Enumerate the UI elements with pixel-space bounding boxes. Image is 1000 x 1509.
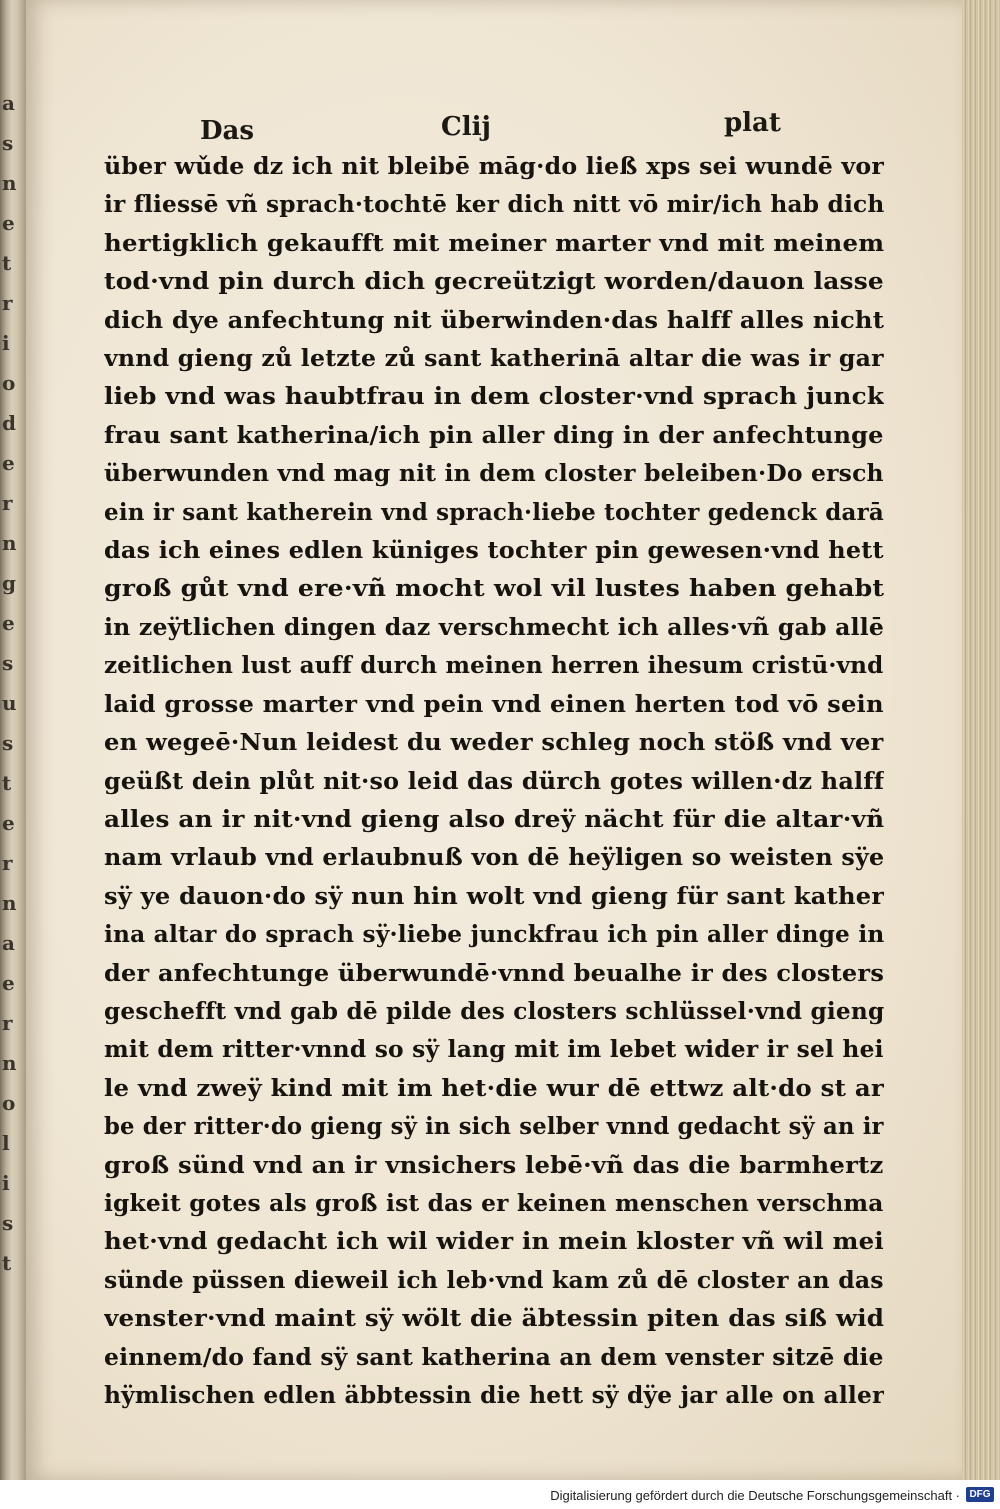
neighbor-fragment: r bbox=[2, 851, 13, 875]
book-page bbox=[26, 0, 962, 1480]
neighbor-fragment: i bbox=[2, 331, 10, 355]
neighbor-fragment: d bbox=[2, 411, 16, 435]
header-right-word: plat bbox=[724, 108, 781, 138]
neighbor-fragment: t bbox=[2, 251, 12, 275]
text-line: ein ir sant katherein vnd sprach·liebe tochter gedenck darā bbox=[104, 498, 884, 526]
text-line: geüßt dein plůt nit·so leid das dürch gotes willen·dz halff bbox=[104, 767, 884, 795]
neighbor-fragment: s bbox=[2, 1211, 14, 1235]
neighbor-fragment: u bbox=[2, 691, 17, 715]
neighbor-fragment: e bbox=[2, 211, 15, 235]
text-line: zeitlichen lust auff durch meinen herren ihesum cristū·vnd bbox=[104, 652, 884, 680]
neighbor-fragment: t bbox=[2, 771, 12, 795]
text-line: vnnd gieng zů letzte zů sant katherinā altar die was ir gar bbox=[104, 345, 884, 373]
neighbor-fragment: e bbox=[2, 611, 15, 635]
text-line: sÿ ye dauon·do sÿ nun hin wolt vnd gieng für sant kather bbox=[104, 882, 884, 910]
text-line: dich dye anfechtung nit überwinden·das halff alles nicht bbox=[104, 306, 884, 334]
header-left-word: Das bbox=[200, 116, 255, 146]
text-line: sünde püssen dieweil ich leb·vnd kam zů dē closter an das bbox=[104, 1266, 884, 1294]
dfg-logo: DFG bbox=[966, 1487, 994, 1502]
text-line: lieb vnd was haubtfrau in dem closter·vnd sprach junck bbox=[104, 383, 884, 411]
neighbor-page-edge bbox=[2, 80, 24, 1330]
neighbor-fragment: r bbox=[2, 1011, 13, 1035]
neighbor-fragment: a bbox=[2, 931, 15, 955]
neighbor-fragment: e bbox=[2, 811, 15, 835]
text-line: igkeit gotes als groß ist das er keinen menschen verschma bbox=[104, 1189, 884, 1217]
text-line: groß sünd vnd an ir vnsichers lebē·vñ das die barmhertz bbox=[104, 1151, 884, 1179]
neighbor-fragment: r bbox=[2, 291, 13, 315]
text-line: überwunden vnd mag nit in dem closter beleiben·Do ersch bbox=[104, 460, 884, 488]
neighbor-fragment: s bbox=[2, 731, 14, 755]
text-line: einnem/do fand sÿ sant katherina an dem venster sitzē die bbox=[104, 1343, 884, 1371]
neighbor-fragment: i bbox=[2, 1171, 10, 1195]
text-line: en wegeē·Nun leidest du weder schleg noch stöß vnd ver bbox=[104, 729, 884, 757]
neighbor-fragment: n bbox=[2, 531, 17, 555]
neighbor-fragment: o bbox=[2, 371, 16, 395]
neighbor-fragment: o bbox=[2, 1091, 16, 1115]
text-line: in zeÿtlichen dingen daz verschmecht ich alles·vñ gab allē bbox=[104, 613, 885, 641]
running-header bbox=[26, 108, 962, 148]
footer-bar bbox=[0, 1480, 1000, 1509]
text-line: be der ritter·do gieng sÿ in sich selber vnnd gedacht sÿ an ir bbox=[104, 1113, 884, 1141]
text-line: geschefft vnd gab dē pilde des closters schlüssel·vnd gieng bbox=[104, 997, 884, 1025]
folio-number: Clij bbox=[441, 112, 491, 142]
text-line: alles an ir nit·vnd gieng also dreÿ nächt für die altar·vñ bbox=[104, 805, 884, 833]
neighbor-fragment: g bbox=[2, 571, 16, 595]
neighbor-fragment: r bbox=[2, 491, 13, 515]
text-line: über wǔde dz ich nit bleibē māg·do ließ xps sei wundē vor bbox=[104, 153, 884, 180]
neighbor-fragment: n bbox=[2, 891, 17, 915]
text-line: venster·vnd maint sÿ wölt die äbtessin piten das siß wid bbox=[104, 1305, 884, 1333]
neighbor-fragment: e bbox=[2, 451, 15, 475]
neighbor-fragment: s bbox=[2, 651, 14, 675]
text-line: tod·vnd pin durch dich gecreützigt worden/dauon lasse bbox=[104, 268, 884, 296]
text-line: frau sant katherina/ich pin aller ding in der anfechtunge bbox=[104, 421, 884, 449]
text-line: laid grosse marter vnd pein vnd einen herten tod vō sein bbox=[104, 690, 884, 718]
text-line: ir fliessē vñ sprach·tochtē ker dich nitt vō mir/ich hab dich bbox=[104, 191, 885, 219]
text-line: le vnd zweÿ kind mit im het·die wur dē ettwz alt·do st ar bbox=[104, 1074, 884, 1102]
text-line: der anfechtunge überwundē·vnnd beualhe ir des closters bbox=[104, 959, 885, 987]
text-line: hÿmlischen edlen äbbtessin die hett sÿ dÿe jar alle on aller bbox=[104, 1382, 884, 1409]
neighbor-fragment: l bbox=[2, 1131, 10, 1155]
neighbor-fragment: t bbox=[2, 1251, 12, 1275]
body-text bbox=[104, 148, 884, 1415]
neighbor-fragment: a bbox=[2, 91, 15, 115]
funding-credit: Digitalisierung gefördert durch die Deutsche Forschungsgemeinschaft · bbox=[550, 1488, 960, 1503]
neighbor-fragment: n bbox=[2, 171, 17, 195]
neighbor-fragment: n bbox=[2, 1051, 17, 1075]
text-line: nam vrlaub vnd erlaubnuß von dē heÿligen so weisten sÿe bbox=[104, 844, 884, 872]
page-edges-right bbox=[962, 0, 1000, 1480]
text-line: hertigklich gekaufft mit meiner marter vnd mit meinem bbox=[104, 229, 884, 257]
text-line: das ich eines edlen küniges tochter pin gewesen·vnd hett bbox=[104, 537, 884, 565]
text-line: ina altar do sprach sÿ·liebe junckfrau ich pin aller dinge in bbox=[104, 921, 885, 949]
text-line: het·vnd gedacht ich wil wider in mein kloster vñ wil mei bbox=[104, 1228, 884, 1256]
neighbor-fragment: s bbox=[2, 131, 14, 155]
neighbor-fragment: e bbox=[2, 971, 15, 995]
text-line: groß gůt vnd ere·vñ mocht wol vil lustes haben gehabt bbox=[104, 575, 884, 603]
text-line: mit dem ritter·vnnd so sÿ lang mit im lebet wider ir sel hei bbox=[104, 1036, 884, 1064]
